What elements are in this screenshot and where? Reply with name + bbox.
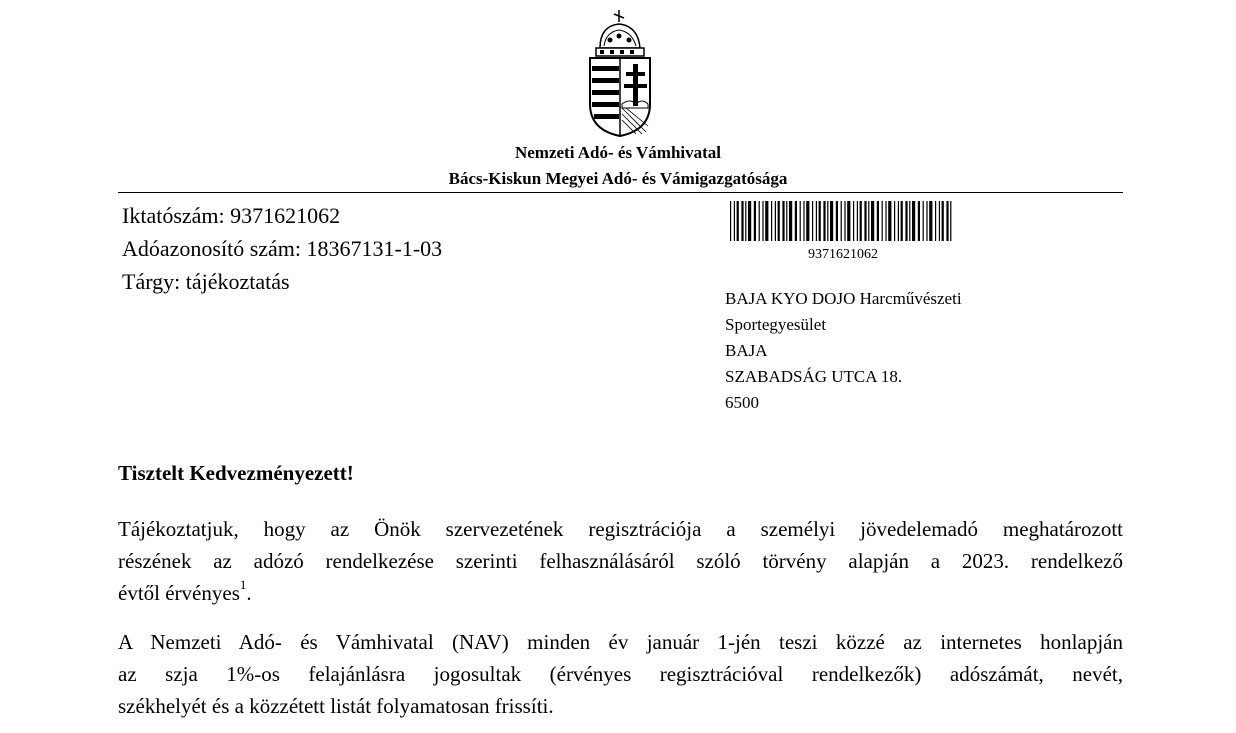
recipient-address <box>725 286 962 416</box>
paragraph-nav-publication <box>118 626 1123 722</box>
barcode-bar <box>847 201 850 241</box>
barcode-bar <box>853 201 854 241</box>
barcode-bar <box>789 201 792 241</box>
barcode-bar <box>901 201 903 241</box>
barcode-bar <box>819 201 821 241</box>
barcode-bar <box>864 201 866 241</box>
paragraph-line <box>118 577 1123 609</box>
barcode-bar <box>803 201 804 241</box>
paragraph-line: az szja 1%-os felajánlásra jogosultak (érvényes regisztrációval rendelkezők) adószámát, nevét, <box>118 662 1123 686</box>
barcode-bar <box>946 201 948 241</box>
barcode-bar <box>894 201 895 241</box>
barcode-bar <box>734 201 735 241</box>
barcode-bar <box>905 201 907 241</box>
barcode-bar <box>800 201 801 241</box>
barcode-bar <box>877 201 879 241</box>
barcode-bar <box>950 201 951 241</box>
barcode-bar <box>827 201 828 241</box>
agency-name: Nemzeti Adó- és Vámhivatal <box>514 143 722 162</box>
recipient-line: Sportegyesület <box>725 315 827 334</box>
barcode-bar <box>888 201 891 241</box>
barcode-bar <box>926 201 927 241</box>
paragraph-line-end: . <box>246 581 252 605</box>
paragraph-line-text: évtől érvényes <box>118 581 240 605</box>
header-divider <box>118 192 1123 193</box>
barcode-bar <box>860 201 862 241</box>
barcode-bar <box>929 201 932 241</box>
reference-number: Iktatószám: 9371621062 <box>122 203 341 228</box>
barcode-number: 9371621062 <box>808 247 878 262</box>
footnote-marker: 1 <box>239 577 247 592</box>
barcode-bar <box>841 201 842 241</box>
barcode-bar <box>885 201 886 241</box>
directorate-name: Bács-Kiskun Megyei Adó- és Vámigazgatósága <box>448 169 788 188</box>
barcode-bar <box>775 201 776 241</box>
barcode-bar <box>806 201 809 241</box>
paragraph-line: székhelyét és a közzétett listát folyamatosan frissíti. <box>118 694 554 718</box>
barcode-bar <box>909 201 910 241</box>
barcode-bar <box>844 201 845 241</box>
barcode-bar <box>771 201 772 241</box>
paragraph-line: részének az adózó rendelkezése szerinti felhasználásáról szóló törvény alapján a 2023. rendelkező <box>118 549 1123 573</box>
barcode-bar <box>830 201 833 241</box>
barcode-bar <box>812 201 813 241</box>
barcode-bar <box>745 201 746 241</box>
barcode-bar <box>782 201 784 241</box>
barcode-bar <box>754 201 756 241</box>
barcode-bar <box>762 201 763 241</box>
barcode-bar <box>737 201 739 241</box>
recipient-line: 6500 <box>725 393 759 412</box>
barcode-bar <box>786 201 787 241</box>
barcode-bar <box>823 201 825 241</box>
barcode-bar <box>918 201 920 241</box>
barcode-bar <box>912 201 915 241</box>
paragraph-line: A Nemzeti Adó- és Vámhivatal (NAV) minden év január 1-jén teszi közzé az internetes honlapján <box>118 630 1123 654</box>
paragraph-line: Tájékoztatjuk, hogy az Önök szervezetének regisztrációja a személyi jövedelemadó meghatározott <box>118 517 1123 541</box>
paragraph-registration <box>118 513 1123 609</box>
barcode-bar <box>868 201 869 241</box>
barcode-bar <box>748 201 751 241</box>
barcode-bar <box>759 201 760 241</box>
subject: Tárgy: tájékoztatás <box>122 269 290 294</box>
recipient-line: BAJA <box>725 341 768 360</box>
barcode-bar <box>778 201 780 241</box>
recipient-line: BAJA KYO DOJO Harcművészeti <box>725 289 962 308</box>
barcode-bar <box>857 201 858 241</box>
tax-id: Adóazonosító szám: 18367131-1-03 <box>122 236 443 261</box>
barcode-bar <box>795 201 797 241</box>
barcode-bar <box>942 201 944 241</box>
barcode-bar <box>923 201 924 241</box>
barcode-bar <box>871 201 874 241</box>
barcode-bar <box>898 201 899 241</box>
barcode-bar <box>730 201 731 241</box>
recipient-line: SZABADSÁG UTCA 18. <box>725 367 903 386</box>
barcode-bar <box>741 201 743 241</box>
salutation: Tisztelt Kedvezményezett! <box>118 461 354 485</box>
barcode <box>728 201 958 241</box>
barcode-bar <box>939 201 940 241</box>
barcode-bar <box>935 201 936 241</box>
barcode-bar <box>836 201 838 241</box>
barcode-bar <box>816 201 817 241</box>
coat-of-arms-icon <box>586 8 654 138</box>
barcode-bar <box>765 201 768 241</box>
barcode-bar <box>882 201 883 241</box>
